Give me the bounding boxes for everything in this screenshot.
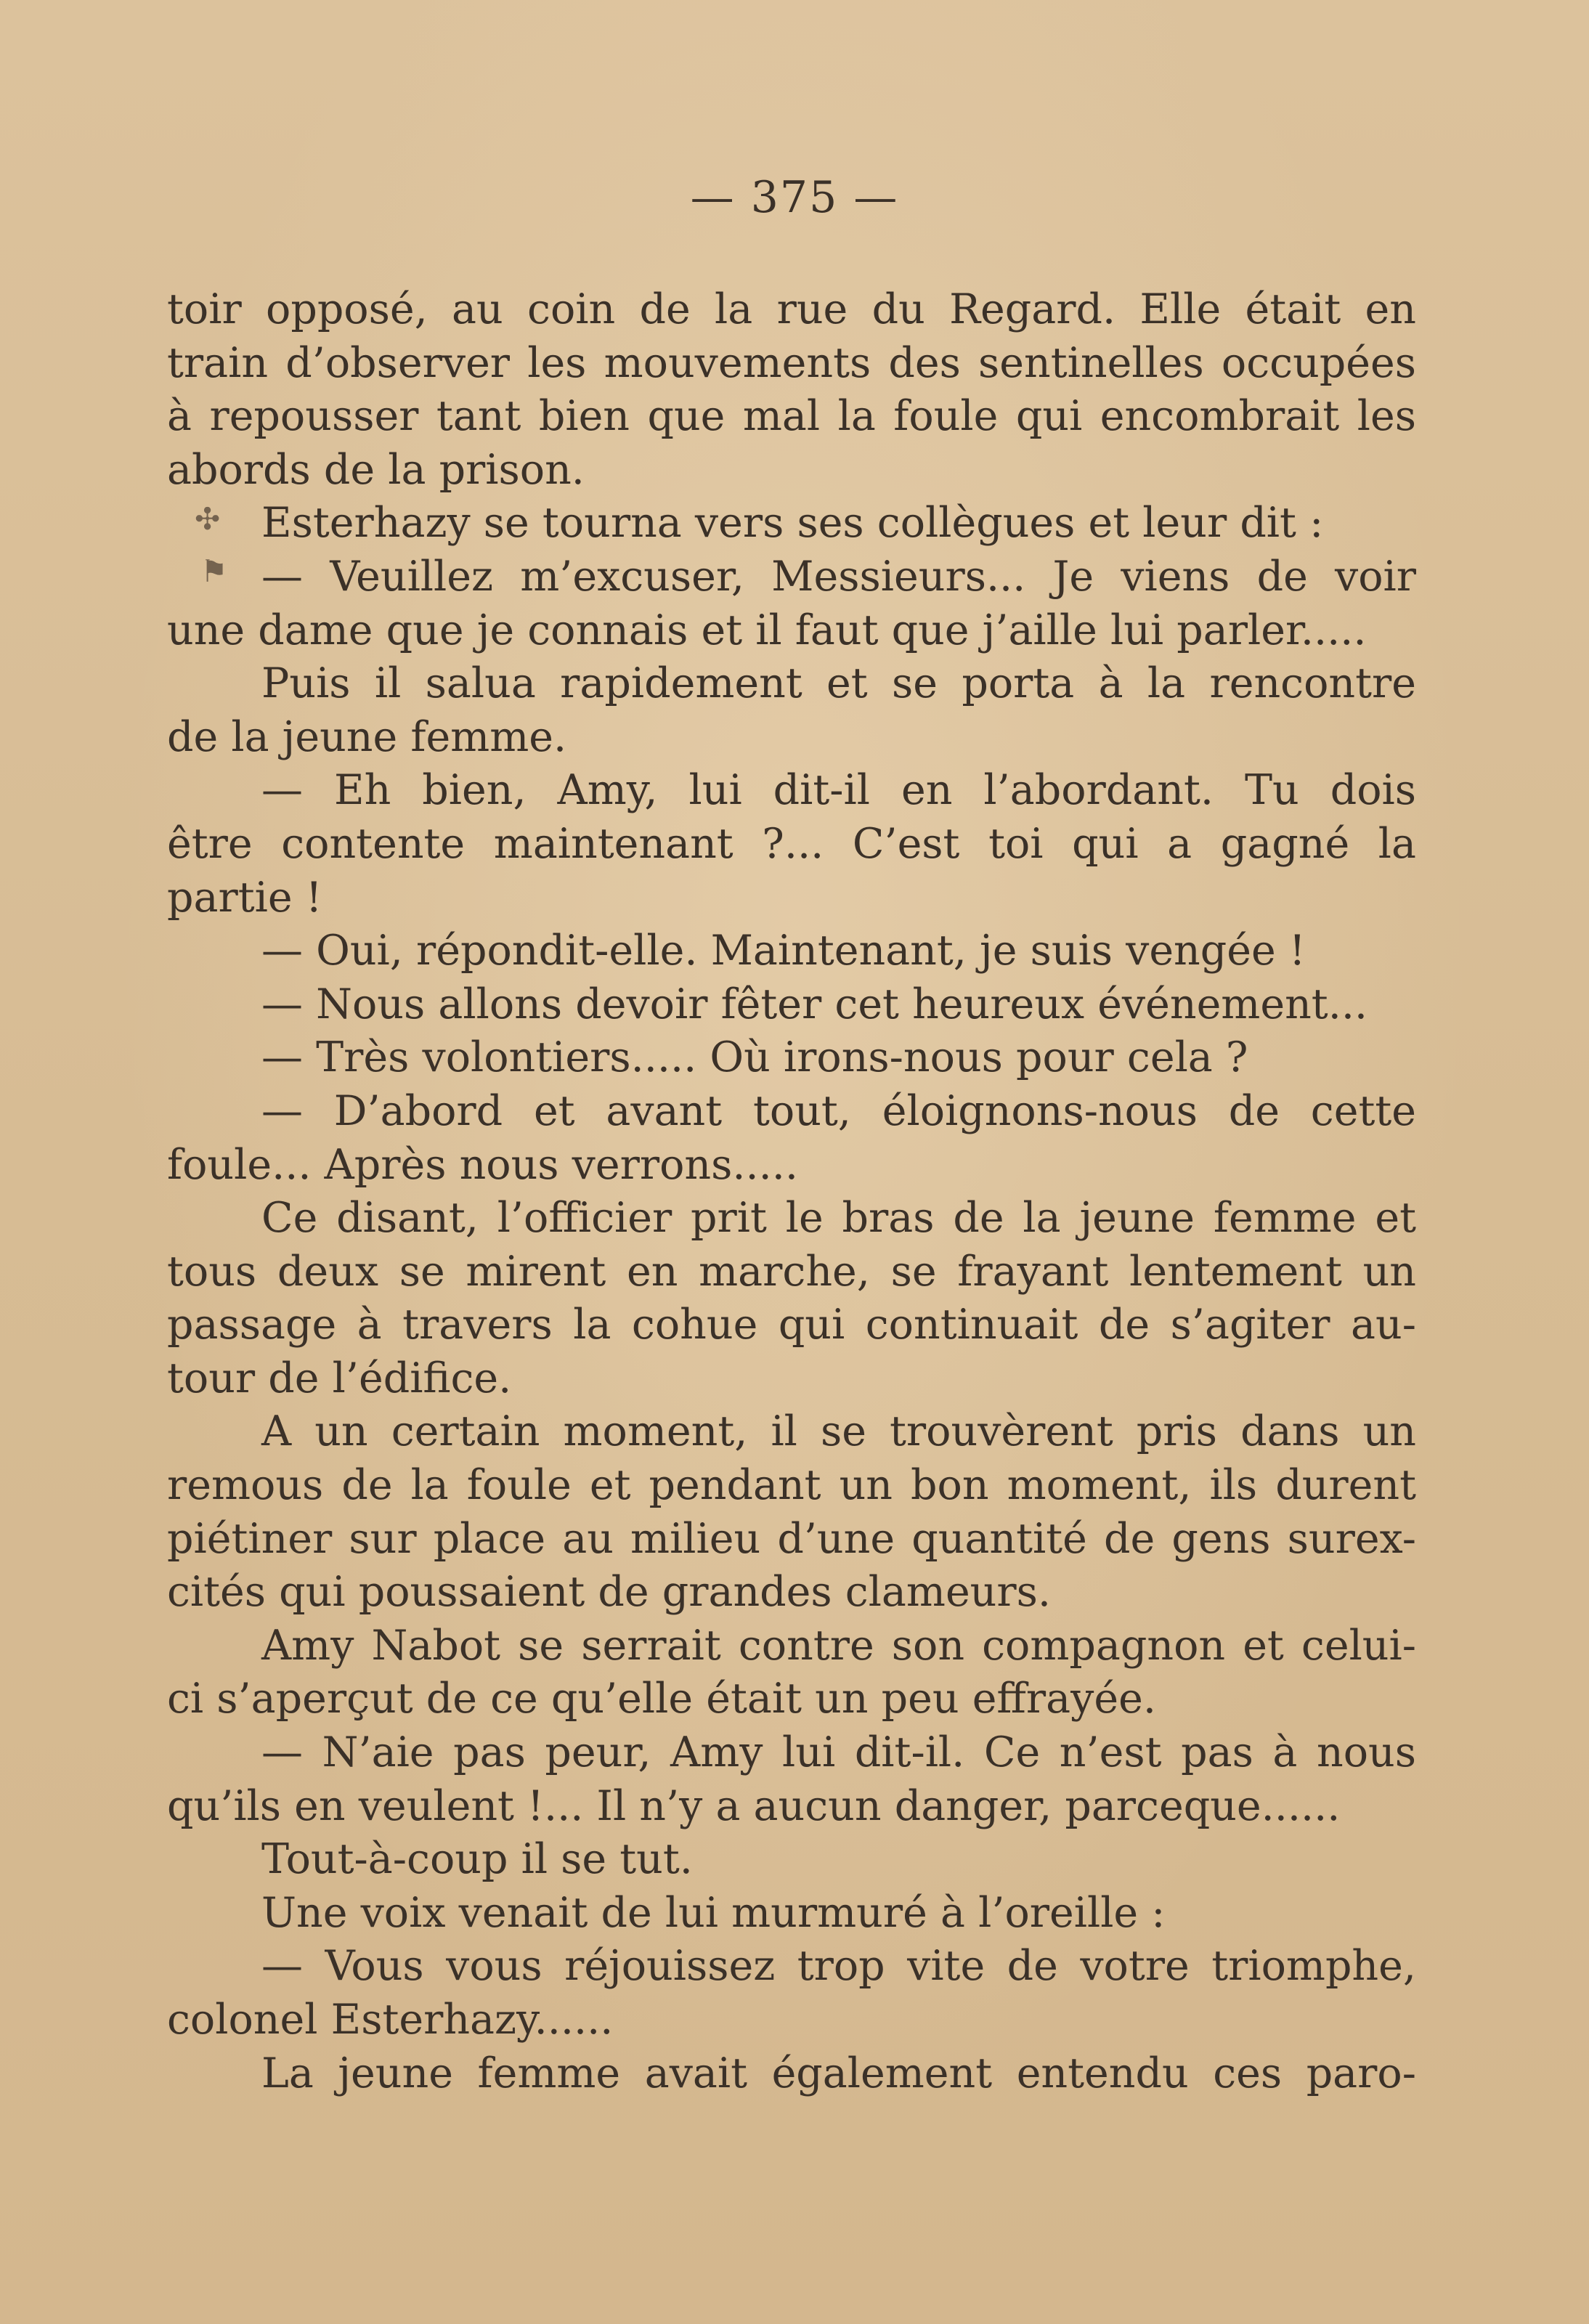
text-line: être contente maintenant ?... C’est toi qui a gagné la: [167, 819, 1416, 868]
text-line: — D’abord et avant tout, éloignons-nous de cette: [261, 1086, 1416, 1135]
ink-blot-icon: ⚑: [200, 553, 228, 589]
text-line: ci s’aperçut de ce qu’elle était un peu effrayée.: [167, 1675, 1156, 1723]
text-line: — Oui, répondit-elle. Maintenant, je suis vengée !: [261, 927, 1306, 975]
text-line: foule... Après nous verrons.....: [167, 1140, 798, 1189]
text-line: — Nous allons devoir fêter cet heureux événement...: [261, 980, 1368, 1028]
text-line: tous deux se mirent en marche, se frayant lentement un: [167, 1247, 1416, 1296]
text-line: Ce disant, l’officier prit le bras de la jeune femme et: [261, 1194, 1416, 1243]
text-line: A un certain moment, il se trouvèrent pris dans un: [261, 1407, 1416, 1456]
ink-blot-icon: ✣: [195, 501, 221, 537]
text-line: La jeune femme avait également entendu ces paro-: [261, 2049, 1416, 2097]
text-line: train d’observer les mouvements des sentinelles occupées: [167, 338, 1416, 387]
body-text: [167, 283, 1416, 2100]
text-line: colonel Esterhazy......: [167, 1996, 614, 2044]
text-line: tour de l’édifice.: [167, 1354, 512, 1402]
text-line: remous de la foule et pendant un bon moment, ils durent: [167, 1461, 1416, 1510]
text-line: — Eh bien, Amy, lui dit-il en l’abordant. Tu dois: [261, 766, 1416, 815]
text-line: toir opposé, au coin de la rue du Regard. Elle était en: [167, 285, 1416, 333]
text-line: à repousser tant bien que mal la foule qui encombrait les: [167, 392, 1416, 441]
text-line: piétiner sur place au milieu d’une quantité de gens surex-: [167, 1514, 1416, 1563]
text-line: de la jeune femme.: [167, 712, 567, 761]
text-line: Une voix venait de lui murmuré à l’oreille :: [261, 1888, 1166, 1937]
text-line: qu’ils en veulent !... Il n’y a aucun danger, parceque......: [167, 1781, 1341, 1830]
text-line: Tout-à-coup il se tut.: [261, 1835, 693, 1884]
text-line: abords de la prison.: [167, 445, 585, 494]
text-line: Amy Nabot se serrait contre son compagnon et celui-: [261, 1621, 1416, 1670]
text-line: passage à travers la cohue qui continuait de s’agiter au-: [167, 1301, 1416, 1349]
text-line: partie !: [167, 873, 322, 922]
page-number: — 375 —: [690, 172, 899, 223]
text-line: une dame que je connais et il faut que j’aille lui parler.....: [167, 606, 1367, 654]
text-line: — Veuillez m’excuser, Messieurs... Je viens de voir: [261, 552, 1416, 601]
text-line: — Vous vous réjouissez trop vite de votre triomphe,: [261, 1942, 1416, 1991]
text-line: cités qui poussaient de grandes clameurs.: [167, 1568, 1052, 1617]
text-line: Puis il salua rapidement et se porta à la rencontre: [261, 659, 1416, 708]
text-line: — N’aie pas peur, Amy lui dit-il. Ce n’est pas à nous: [261, 1728, 1416, 1777]
text-line: — Très volontiers..... Où irons-nous pour cela ?: [261, 1033, 1248, 1082]
text-line: Esterhazy se tourna vers ses collègues et leur dit :: [261, 499, 1324, 548]
